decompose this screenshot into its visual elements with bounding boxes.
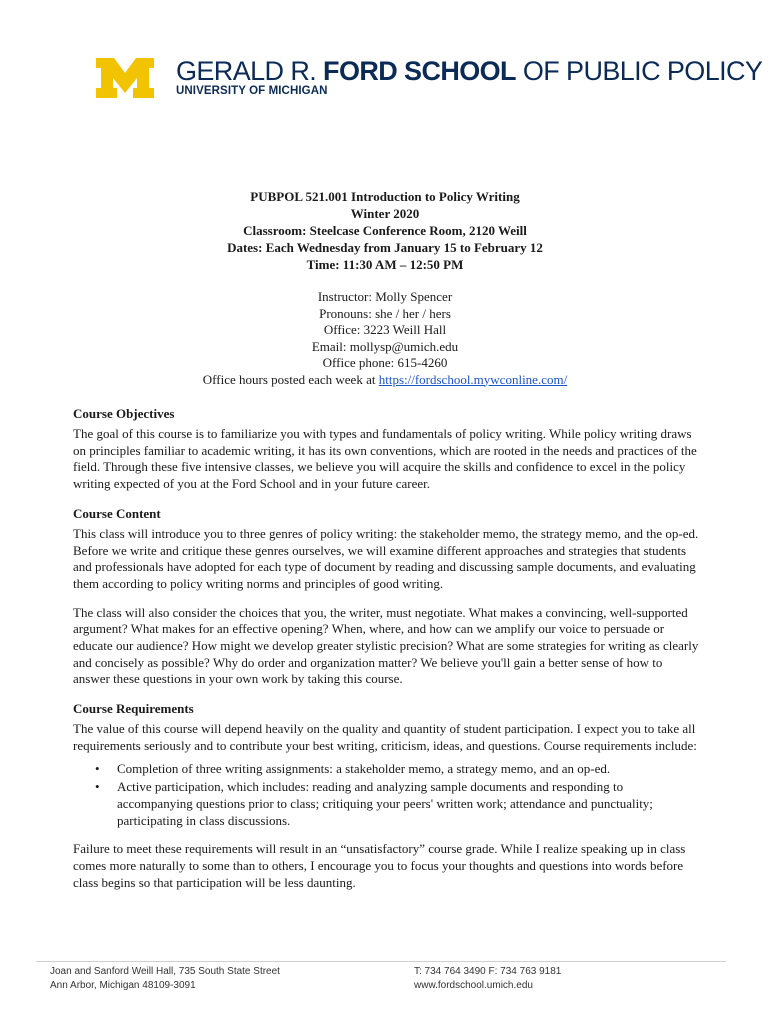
instructor-pronouns: Pronouns: she / her / hers [319,305,451,321]
instructor-name: Instructor: Molly Spencer [317,289,453,304]
footer-address-line-1: Joan and Sanford Weill Hall, 735 South State Street [50,966,280,977]
instructor-office: Office: 3223 Weill Hall [323,322,447,337]
course-title-block [0,188,770,273]
content-heading: Course Content [73,505,161,521]
footer-address [50,965,280,993]
content-paragraph-2: The class will also consider the choices that you, the writer, must negotiate. What makes a convincing, well-supported argument? What makes for an effective opening? When, where, and how can we amplify our voice to persuade or educate our audience? How might we develop greater stylistic precision? What are some strategies for writing as clearly and concisely as possible? Why do order and organization matter? We believe you'll gain a better sense of how to answer these questions in your own work by taking this course. [73,604,699,687]
school-name-part1: GERALD R. [176,56,324,86]
university-name: UNIVERSITY OF MICHIGAN [176,85,328,97]
instructor-email: Email: mollysp@umich.edu [311,338,459,354]
objectives-paragraph: The goal of this course is to familiarize you with types and fundamentals of policy writing. While policy writing draws on principles familiar to academic writing, it has its own conventions, which are rooted in the needs and practices of the field. Through these five intensive classes, we believe you will acquire the skills and confidence to excel in the policy writing expected of you at the Ford School and in your future career. [73,426,697,492]
footer-address-line-2: Ann Arbor, Michigan 48109-3091 [50,980,196,991]
school-name-part3: OF PUBLIC POLICY [515,56,763,86]
objectives-heading: Course Objectives [73,406,175,421]
list-item-text: Active participation, which includes: reading and analyzing sample documents and responding to accompanying questions prior to class; critiquing your peers' written work; attendance and punctuality; participating in class discussions. [117,779,653,828]
course-time: Time: 11:30 AM – 12:50 PM [306,257,464,272]
content-paragraph-1: This class will introduce you to three genres of policy writing: the stakeholder memo, the strategy memo, and the op-ed. Before we write and critique these genres ourselves, we will examine different approaches and strategies that students and professionals have adopted for each type of document by reading and discussing sample documents, and evaluating them according to policy writing norms and principles of good writing. [73,525,699,591]
footer-divider [36,961,726,962]
list-item [73,779,701,829]
course-term: Winter 2020 [350,206,420,221]
bullet-icon: • [95,760,100,776]
school-name [176,56,762,86]
syllabus-body [73,405,701,903]
list-item [73,761,701,778]
course-classroom: Classroom: Steelcase Conference Room, 2120 Weill [243,223,527,238]
failure-paragraph: Failure to meet these requirements will result in an “unsatisfactory” course grade. While I realize speaking up in class comes more naturally to some than to others, I encourage you to focus your thoughts and questions into words before class begins so that participation will be less daunting. [73,841,686,890]
footer-phone-fax: T: 734 764 3490 F: 734 763 9181 [414,966,562,977]
footer-contact [414,965,561,993]
footer-website: www.fordschool.umich.edu [414,980,533,991]
instructor-contact-block [0,289,770,388]
school-name-part2: FORD SCHOOL [323,56,516,86]
course-dates: Dates: Each Wednesday from January 15 to February 12 [227,240,543,255]
office-hours-link[interactable]: https://fordschool.mywconline.com/ [378,371,568,387]
requirements-list [73,761,701,830]
office-hours-line [0,372,770,389]
instructor-phone: Office phone: 615-4260 [322,355,448,370]
requirements-paragraph: The value of this course will depend heavily on the quality and quantity of student participation. I expect you to take all requirements seriously and to contribute your best writing, criticism, ideas, and questions. Course requirements include: [73,721,697,753]
page-header [96,56,763,100]
bullet-icon: • [95,779,100,795]
course-title: PUBPOL 521.001 Introduction to Policy Writing [250,189,520,204]
requirements-heading: Course Requirements [73,701,194,717]
office-hours-prefix: Office hours posted each week at [202,371,379,387]
university-of-michigan-block-m-logo [96,58,154,98]
list-item-text: Completion of three writing assignments: a stakeholder memo, a strategy memo, and an op-ed. [117,760,611,776]
